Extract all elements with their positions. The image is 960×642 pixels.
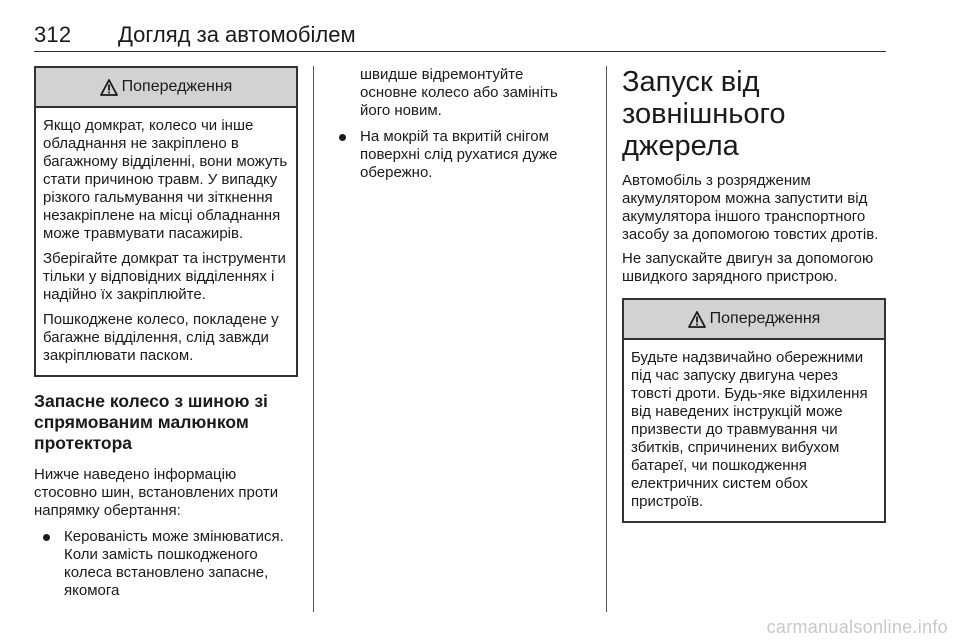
bullet-list (330, 128, 578, 182)
warning-title: Попередження (121, 78, 233, 95)
list-item-text: Керованість може змінюватися. Коли замість пошкодженого колеса встановлено запасне, якомога (64, 528, 284, 599)
warning-triangle-icon (100, 79, 118, 96)
bullet-icon (43, 534, 50, 541)
page-number: 312 (34, 22, 72, 47)
list-item (34, 528, 298, 600)
intro-paragraph: Нижче наведено інформацію стосовно шин, встановлених проти напрямку обертання: (34, 466, 279, 519)
section-title: Запасне колесо з шиною зі спрямованим малюнком протектора (34, 391, 268, 453)
continued-text: швидше відремонтуйте основне колесо або замініть його новим. (360, 66, 558, 119)
warning-body (36, 108, 296, 375)
bullet-icon (339, 134, 346, 141)
warning-header (624, 300, 884, 340)
warning-triangle-icon (688, 311, 706, 328)
body-paragraph: Автомобіль з розрядженим акумулятором можна запустити від акумулятора іншого транспортного засобу за допомогою товстих дротів. (622, 172, 879, 243)
column-3 (622, 66, 886, 523)
warning-box (622, 298, 886, 523)
warning-title: Попередження (709, 310, 821, 327)
watermark: carmanualsonline.info (766, 617, 948, 637)
list-item-text: На мокрій та вкритій снігом поверхні слід рухатися дуже обережно. (360, 128, 558, 181)
column-2 (330, 66, 578, 190)
page-section-title: Догляд за автомобілем (118, 22, 356, 47)
column-1 (34, 66, 298, 608)
warning-paragraph: Зберігайте домкрат та інструменти тільки у відповідних відділеннях і надійно їх закріплюйте. (43, 250, 286, 303)
warning-body (624, 340, 884, 521)
warning-header (36, 68, 296, 108)
body-paragraph: Не запускайте двигун за допомогою швидкого зарядного пристрою. (622, 250, 874, 285)
warning-box (34, 66, 298, 377)
warning-paragraph: Будьте надзвичайно обережними під час запуску двигуна через товсті дроти. Будь-яке відхилення від наведених інструкцій може призвести до травмування чи збитків, спричинених вибухом батареї, чи пошкодження електричних систем обох пристроїв. (631, 349, 868, 510)
column-divider (606, 66, 607, 612)
page-header (34, 22, 886, 52)
bullet-list (34, 528, 298, 600)
section-heading: Запуск від зовнішнього джерела (622, 66, 786, 162)
list-item (330, 128, 578, 182)
warning-paragraph: Якщо домкрат, колесо чи інше обладнання не закріплено в багажному відділенні, вони можуть стати причиною травм. У випадку різкого гальмування чи зіткнення незакріплене на місці обладнання може травмувати пасажирів. (43, 117, 288, 242)
column-divider (313, 66, 314, 612)
warning-paragraph: Пошкоджене колесо, покладене у багажне відділення, слід завжди закріплювати паском. (43, 311, 279, 364)
